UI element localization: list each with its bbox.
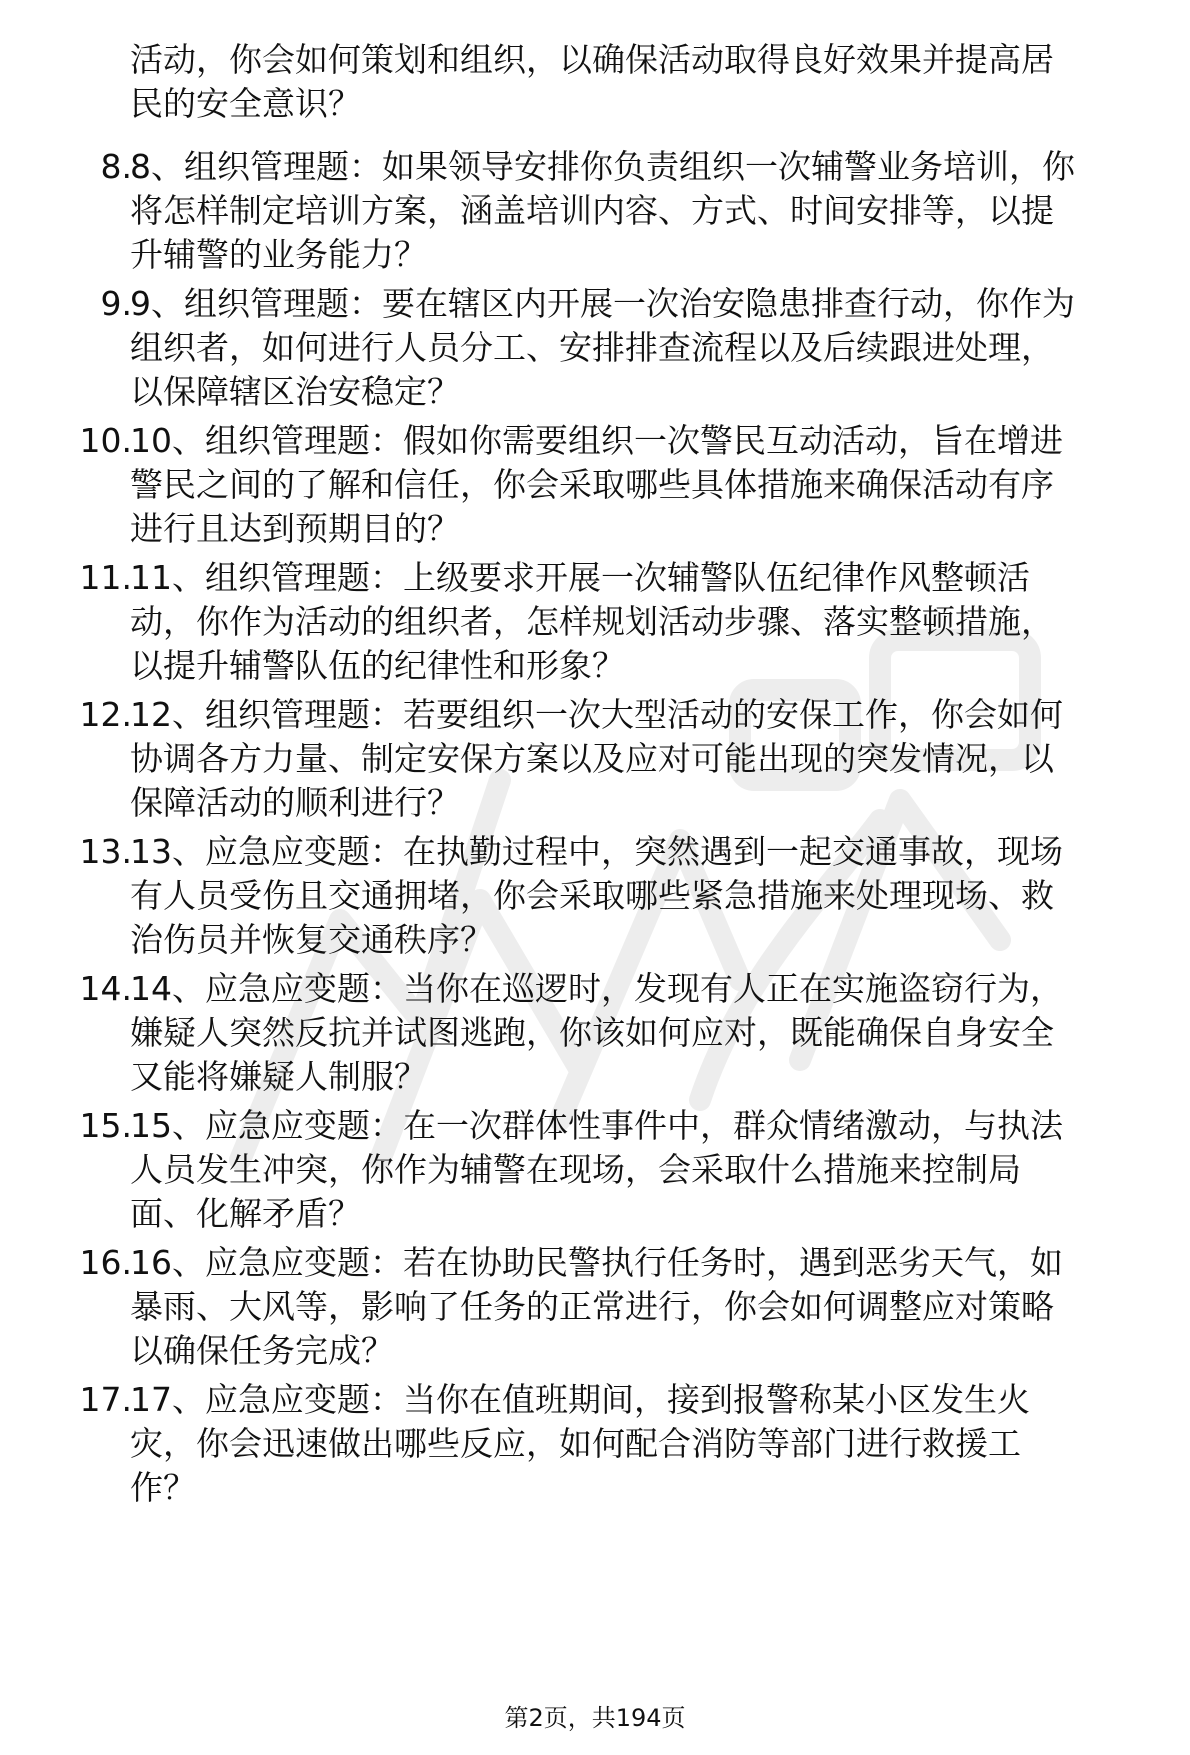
item-line: 14、应急应变题：当你在巡逻时，发现有人正在实施盗窃行为， [130,969,1063,1008]
item-line: 警民之间的了解和信任，你会采取哪些具体措施来确保活动有序 [130,465,1054,504]
page-number-footer: 第2页，共194页 [504,1704,686,1732]
continuation-line: 活动，你会如何策划和组织，以确保活动取得良好效果并提高居 [130,40,1054,79]
item-line: 动，你作为活动的组织者，怎样规划活动步骤、落实整顿措施， [130,602,1054,641]
item-number: 10. [79,421,132,460]
item-number: 13. [79,832,132,871]
item-line: 11、组织管理题：上级要求开展一次辅警队伍纪律作风整顿活 [130,558,1030,597]
item-number: 16. [79,1243,132,1282]
item-line: 有人员受伤且交通拥堵，你会采取哪些紧急措施来处理现场、救 [130,876,1054,915]
item-number: 9. [100,284,132,323]
item-line: 17、应急应变题：当你在值班期间，接到报警称某小区发生火 [130,1380,1030,1419]
item-line: 13、应急应变题：在执勤过程中，突然遇到一起交通事故，现场 [130,832,1063,871]
item-line: 组织者，如何进行人员分工、安排排查流程以及后续跟进处理， [130,328,1054,367]
item-line: 16、应急应变题：若在协助民警执行任务时，遇到恶劣天气，如 [130,1243,1063,1282]
item-line: 12、组织管理题：若要组织一次大型活动的安保工作，你会如何 [130,695,1063,734]
item-line: 保障活动的顺利进行？ [130,783,460,822]
continuation-line: 民的安全意识？ [130,84,361,123]
item-line: 治伤员并恢复交通秩序？ [130,920,493,959]
item-line: 10、组织管理题：假如你需要组织一次警民互动活动，旨在增进 [130,421,1063,460]
item-line: 作？ [130,1468,196,1507]
item-line: 升辅警的业务能力？ [130,235,427,274]
item-number: 15. [79,1106,132,1145]
item-line: 嫌疑人突然反抗并试图逃跑，你该如何应对，既能确保自身安全 [130,1013,1054,1052]
item-line: 9、组织管理题：要在辖区内开展一次治安隐患排查行动，你作为 [130,284,1075,323]
item-line: 人员发生冲突，你作为辅警在现场，会采取什么措施来控制局 [130,1150,1021,1189]
item-line: 进行且达到预期目的？ [130,509,460,548]
item-line: 将怎样制定培训方案，涵盖培训内容、方式、时间安排等，以提 [130,191,1054,230]
item-line: 15、应急应变题：在一次群体性事件中，群众情绪激动，与执法 [130,1106,1063,1145]
item-number: 8. [100,147,132,186]
item-line: 以保障辖区治安稳定？ [130,372,460,411]
item-number: 12. [79,695,132,734]
item-number: 17. [79,1380,132,1419]
item-line: 灾，你会迅速做出哪些反应，如何配合消防等部门进行救援工 [130,1424,1021,1463]
item-line: 又能将嫌疑人制服？ [130,1057,427,1096]
item-line: 面、化解矛盾？ [130,1194,361,1233]
item-line: 暴雨、大风等，影响了任务的正常进行，你会如何调整应对策略 [130,1287,1054,1326]
item-number: 14. [79,969,132,1008]
item-line: 协调各方力量、制定安保方案以及应对可能出现的突发情况，以 [130,739,1054,778]
item-line: 以提升辅警队伍的纪律性和形象？ [130,646,625,685]
item-line: 以确保任务完成？ [130,1331,394,1370]
item-number: 11. [79,558,132,597]
item-line: 8、组织管理题：如果领导安排你负责组织一次辅警业务培训，你 [130,147,1075,186]
